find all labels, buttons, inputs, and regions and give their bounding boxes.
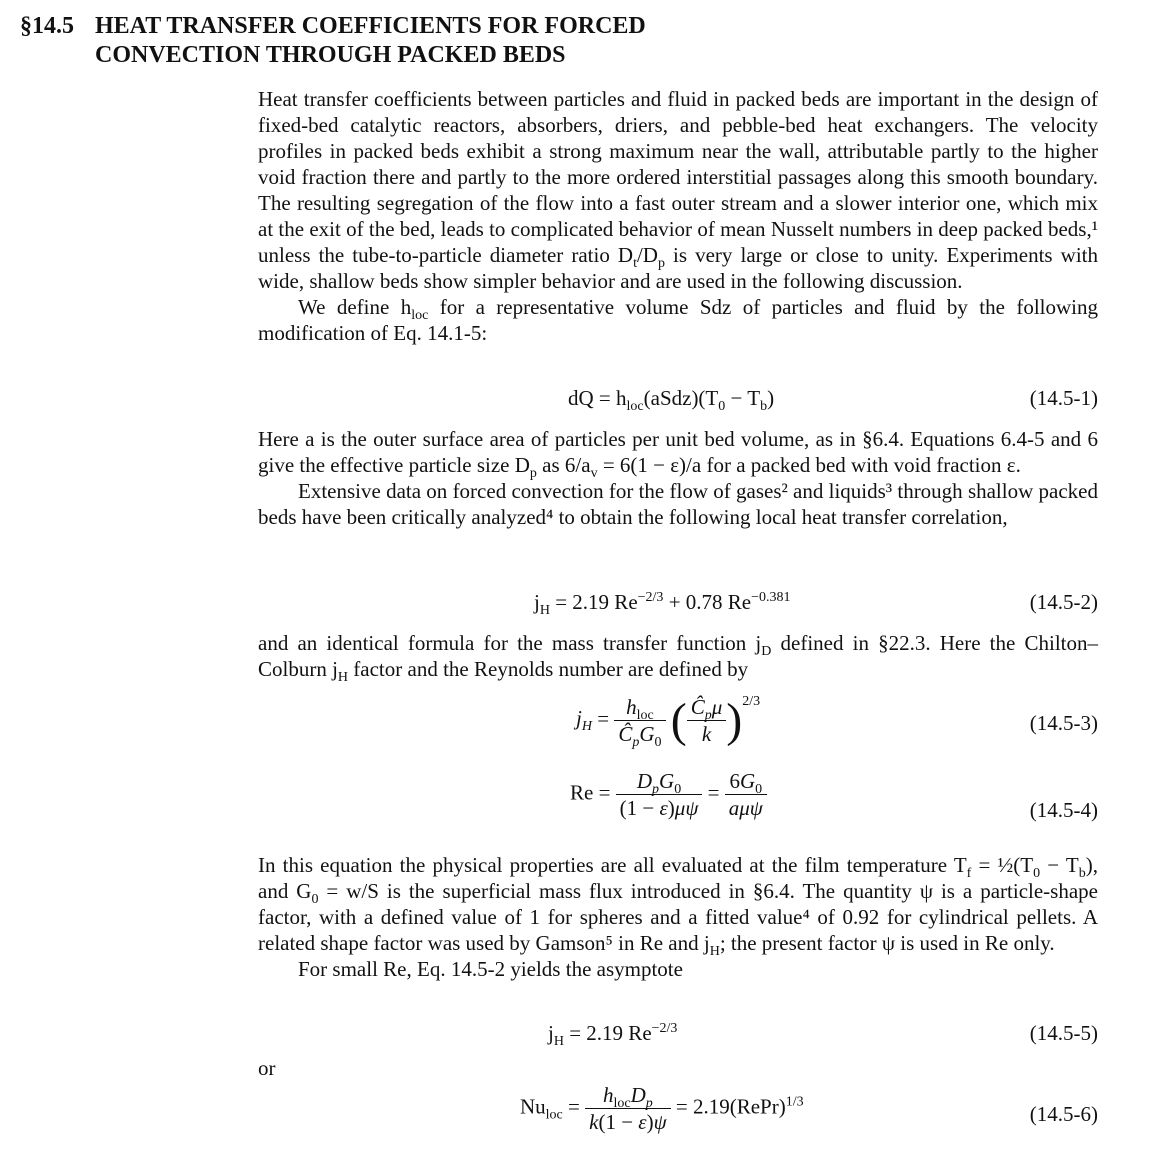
equation-number: (14.5-5) [1029, 1021, 1098, 1045]
equation-14-5-1 [258, 386, 1098, 415]
equation-14-5-2 [258, 590, 1098, 619]
text-block-1 [258, 86, 1098, 346]
equation-expression: $j_H$ = $\frac{h_{loc}}{Ĉ_pG_0}$ ( $\frac{Ĉ_p\mu}{k}$ )$^{2/3}$ [576, 693, 761, 751]
equation-expression: $j_H = 2.19$ $Re^{-2/3} + 0.78$ $Re^{-0.381}$ [534, 590, 791, 619]
section-title-line2: CONVECTION THROUGH PACKED BEDS [95, 42, 566, 68]
paragraph-5: and an identical formula for the mass transfer function $j_D$ defined in §22.3. Here the Chilton–Colburn $j_H$ factor and the Reynolds number are defined by [258, 631, 1098, 686]
section-title-line1: HEAT TRANSFER COEFFICIENTS FOR FORCED [95, 13, 646, 39]
paragraph-1: Heat transfer coefficients between particles and fluid in packed beds are important in the design of fixed-bed catalytic reactors, absorbers, driers, and pebble-bed heat exchangers. The velocity profiles in packed beds exhibit a strong maximum near the wall, attributable partly to the higher void fraction there and partly to the more ordered interstitial passages along this smooth boundary. The resulting segregation of the flow into a fast outer stream and a slower interior one, which mix at the exit of the bed, leads to complicated behavior of mean Nusselt numbers in deep packed beds,¹ unless the tube-to-particle diameter ratio $D_t/D_p$ is very large or close to unity. Experiments with wide, shallow beds show simpler behavior and are used in the following discussion. [258, 87, 1099, 293]
paragraph-2: We define $h_{loc}$ for a representative volume Sdz of particles and fluid by the following modification of Eq. 14.1-5: [258, 295, 1098, 345]
text-block-4 [258, 852, 1098, 982]
equation-14-5-4 [258, 768, 1098, 828]
equation-number: (14.5-2) [1029, 590, 1098, 614]
equation-number: (14.5-3) [1029, 711, 1098, 735]
equation-expression: $Nu_{loc}$ = $\frac{h_{loc}D_p}{k(1 - \varepsilon)\psi}$ = 2.19(RePr)$^{1/3}$ [520, 1083, 804, 1134]
equation-14-5-6 [258, 1082, 1098, 1142]
equation-14-5-5 [258, 1021, 1098, 1050]
equation-expression: $j_H = 2.19$ $Re^{-2/3}$ [548, 1021, 678, 1050]
equation-expression: Re = $\frac{D_pG_0}{(1 - \varepsilon)\mu\psi}$ = $\frac{6G_0}{\text{aμψ}}$ [570, 768, 767, 821]
paragraph-3: Here a is the outer surface area of particles per unit bed volume, as in §6.4. Equations 6.4-5 and 6 give the effective particle size $D_p$ as $6/a_v = 6(1 - \varepsilon)/a$ for a packed bed with void fraction ε. [258, 427, 1098, 482]
equation-number: (14.5-4) [1029, 798, 1098, 822]
equation-number: (14.5-6) [1029, 1102, 1098, 1126]
paragraph-6: In this equation the physical properties are all evaluated at the film temperature $T_f$ = $\frac{1}{2}(T_0 - T_b)$, and $G_0 = w/S$ is the superficial mass flux introduced in §6.4. The quantity ψ is a particle-shape factor, with a defined value of 1 for spheres and a fitted value⁴ of 0.92 for cylindrical pellets. A related shape factor was used by Gamson⁵ in Re and $j_H$; the present factor ψ is used in Re only. [258, 853, 1099, 960]
paragraph-4: Extensive data on forced convection for the flow of gases² and liquids³ through shallow packed beds have been critically analyzed⁴ to obtain the following local heat transfer correlation, [258, 479, 1098, 529]
equation-14-5-3 [258, 694, 1098, 754]
equation-expression: dQ = $h_{loc}(aSdz)(T_0 - T_b)$ [568, 386, 775, 415]
paragraph-7: For small Re, Eq. 14.5-2 yields the asymptote [298, 957, 683, 981]
section-number: §14.5 [20, 13, 74, 39]
text-block-2 [258, 426, 1098, 530]
text-block-3 [258, 630, 1098, 686]
equation-number: (14.5-1) [1029, 386, 1098, 410]
or-word: or [258, 1056, 276, 1080]
